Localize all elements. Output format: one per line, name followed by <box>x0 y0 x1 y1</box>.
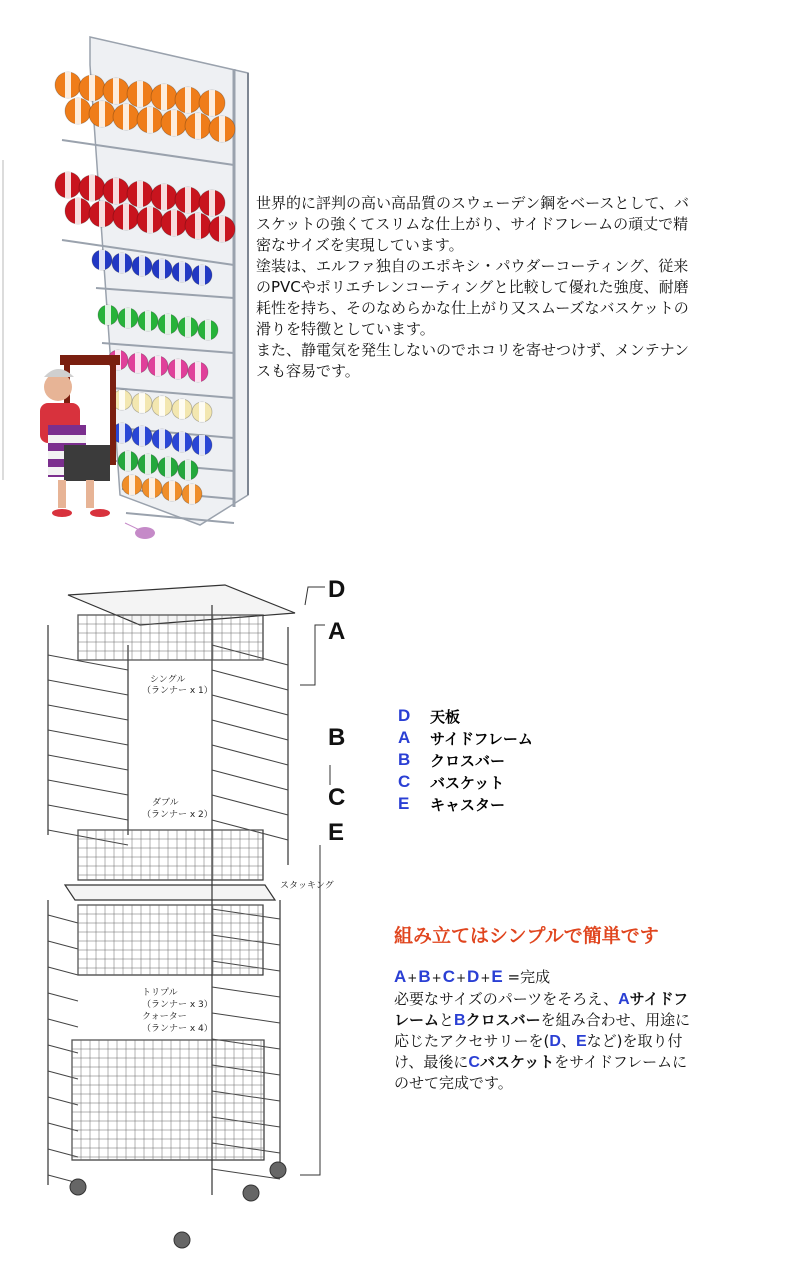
legend-label: キャスター <box>430 795 506 814</box>
instr-part-name: バスケット <box>479 1053 555 1071</box>
label-triple-runner: （ランナー x 3） <box>142 1000 213 1010</box>
assembly-diagram <box>30 565 370 1255</box>
legend-label: バスケット <box>430 773 505 792</box>
callout-a: A <box>328 618 346 645</box>
legend-label: クロスバー <box>430 751 506 770</box>
callout-e: E <box>328 819 345 846</box>
assembly-title: 組み立てはシンプルで簡単です <box>394 925 659 947</box>
legend-row-d <box>398 705 533 727</box>
instr-letter: E <box>575 1033 587 1050</box>
legend-label: サイドフレーム <box>430 729 533 748</box>
callout-c: C <box>328 784 346 811</box>
label-single-runner: （ランナー x 1） <box>142 686 213 696</box>
legend-label: 天板 <box>430 707 461 726</box>
legend-letter: B <box>398 750 411 769</box>
formula-letter: B <box>418 967 431 986</box>
knitting-woman-icon <box>40 355 120 517</box>
label-quarter-runner: （ランナー x 4） <box>142 1024 213 1034</box>
callout-b: B <box>328 724 346 751</box>
intro-text <box>256 193 696 382</box>
legend-letter: C <box>398 772 411 791</box>
instr-text: など)を取り付け、最後に <box>394 1032 683 1071</box>
label-quarter: クォーター <box>142 1012 187 1022</box>
label-stacking: スタッキング <box>280 881 334 891</box>
instr-text: 必要なサイズのパーツをそろえ、 <box>394 990 619 1008</box>
label-triple: トリプル <box>142 988 178 998</box>
yarn-rack-illustration <box>20 25 260 550</box>
legend-row-c <box>398 771 533 793</box>
legend-letter: D <box>398 706 411 725</box>
assembly-formula <box>394 966 550 989</box>
formula-result: =完成 <box>507 968 551 986</box>
instr-part-name: クロスバー <box>465 1011 541 1029</box>
formula-plus: + <box>431 971 442 985</box>
intro-paragraph-3: また、静電気を発生しないのでホコリを寄せつけず、メンテナンスも容易です。 <box>256 341 690 380</box>
instr-part-name: サイドフレーム <box>394 990 689 1029</box>
legend-row-b <box>398 749 533 771</box>
instr-letter: B <box>454 1012 466 1029</box>
instr-letter: C <box>468 1054 480 1071</box>
formula-letter: A <box>394 967 407 986</box>
legend-row-e <box>398 793 533 815</box>
legend-letter: A <box>398 728 411 747</box>
intro-paragraph-2: 塗装は、エルファ独自のエポキシ・パウダーコーティング、従来のPVCやポリエチレンコーティングと比較して優れた強度、耐磨耗性を持ち、そのなめらかな仕上がり又スムーズなバスケットの滑りを特徴としています。 <box>256 257 689 338</box>
formula-letter: D <box>467 967 480 986</box>
legend-row-a <box>398 727 533 749</box>
instr-text: と <box>439 1011 455 1029</box>
instr-letter: A <box>618 991 630 1008</box>
formula-letter: C <box>442 967 455 986</box>
formula-plus: + <box>480 971 491 985</box>
instr-text: をサイドフレームにのせて完成です。 <box>394 1053 688 1092</box>
instr-letter: D <box>549 1033 561 1050</box>
assembly-instructions <box>394 989 694 1094</box>
intro-paragraph-1: 世界的に評判の高い高品質のスウェーデン鋼をベースとして、バスケットの強くてスリムな仕上がり、サイドフレームの頑丈で精密なサイズを実現しています。 <box>256 194 690 254</box>
formula-plus: + <box>407 971 418 985</box>
label-double: ダブル <box>152 798 179 808</box>
label-double-runner: （ランナー x 2） <box>142 810 213 820</box>
label-single: シングル <box>150 675 186 685</box>
formula-letter: E <box>491 967 503 986</box>
instr-text: を組み合わせ、用途に応じたアクセサリーを( <box>394 1011 691 1050</box>
formula-plus: + <box>455 971 467 985</box>
page-edge-line <box>2 160 4 480</box>
instr-text: 、 <box>560 1032 576 1050</box>
callout-d: D <box>328 576 346 603</box>
parts-legend <box>398 705 533 815</box>
legend-letter: E <box>398 794 410 813</box>
